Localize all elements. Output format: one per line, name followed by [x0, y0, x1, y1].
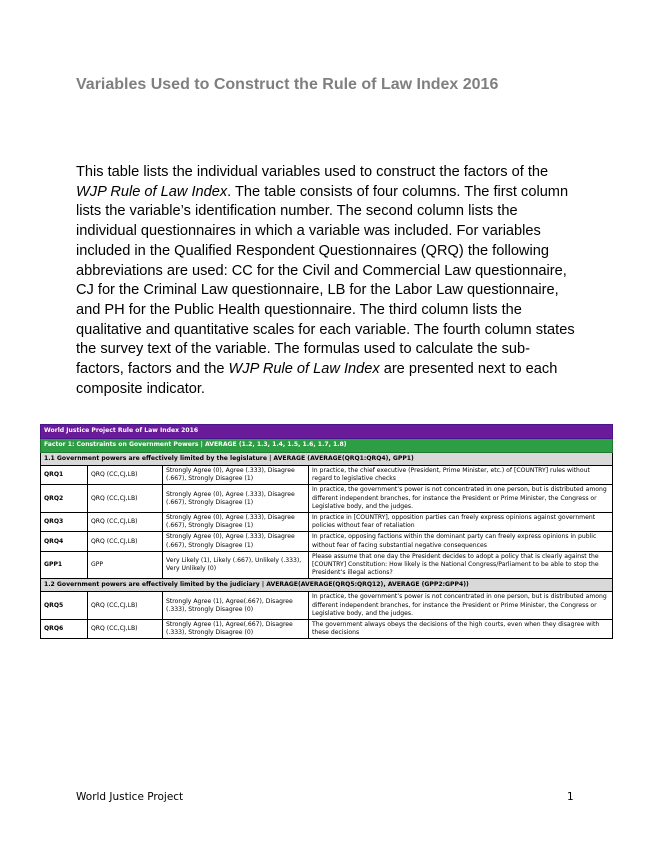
scale: Very Likely (1), Likely (.667), Unlikely (.333), Very Unlikely (0): [163, 551, 309, 579]
table-row: [41, 485, 613, 513]
scale: Strongly Agree (0), Agree (.333), Disagree (.667), Strongly Disagree (1): [163, 466, 309, 485]
table-header: World Justice Project Rule of Law Index 2016: [41, 425, 613, 439]
questionnaire: QRQ (CC,CJ,LB): [88, 620, 163, 639]
scale: Strongly Agree (0), Agree (.333), Disagree (.667), Strongly Disagree (1): [163, 532, 309, 551]
survey-text: In practice, the government’s power is not concentrated in one person, but is distributed among different independent branches, for instance the President or Prime Minister, the Congress or Legislative body, and the judges.: [309, 485, 613, 513]
questionnaire: QRQ (CC,CJ,LB): [88, 532, 163, 551]
scale: Strongly Agree (1), Agree(.667), Disagree (.333), Strongly Disagree (0): [163, 620, 309, 639]
variable-id: QRQ1: [41, 466, 88, 485]
table-row: [41, 620, 613, 639]
subfactor-1-2-heading: 1.2 Government powers are effectively limited by the judiciary | AVERAGE(AVERAGE(QRQ5:QRQ12), AVERAGE (GPP2:GPP4)): [41, 579, 613, 592]
scale: Strongly Agree (0), Agree (.333), Disagree (.667), Strongly Disagree (1): [163, 513, 309, 532]
survey-text: In practice in [COUNTRY], opposition parties can freely express opinions against government policies without fear of retaliation: [309, 513, 613, 532]
variables-table: [40, 424, 613, 639]
variable-id: QRQ2: [41, 485, 88, 513]
factor-row: [41, 439, 613, 453]
questionnaire: QRQ (CC,CJ,LB): [88, 513, 163, 532]
footer-organization: World Justice Project: [76, 791, 184, 803]
table-row: [41, 532, 613, 551]
page-number: 1: [567, 791, 574, 803]
table-row: [41, 592, 613, 620]
scale: Strongly Agree (1), Agree(.667), Disagree (.333), Strongly Disagree (0): [163, 592, 309, 620]
survey-text: Please assume that one day the President decides to adopt a policy that is clearly against the [COUNTRY] Constitution: How likely is the National Congress/Parliament to be able to stop the President’s illegal actions?: [309, 551, 613, 579]
subfactor-row: [41, 453, 613, 466]
intro-text-3: are presented next to each composite indicator.: [76, 361, 558, 397]
variable-id: QRQ6: [41, 620, 88, 639]
survey-text: In practice, the chief executive (President, Prime Minister, etc.) of [COUNTRY] rules without regard to legislative checks: [309, 466, 613, 485]
survey-text: In practice, opposing factions within the dominant party can freely express opinions in public without fear of facing substantial negative consequences: [309, 532, 613, 551]
subfactor-row: [41, 579, 613, 592]
factor-1-heading: Factor 1: Constraints on Government Powers | AVERAGE (1.2, 1.3, 1.4, 1.5, 1.6, 1.7, 1.8): [41, 439, 613, 453]
scale: Strongly Agree (0), Agree (.333), Disagree (.667), Strongly Disagree (1): [163, 485, 309, 513]
table-row: [41, 551, 613, 579]
questionnaire: QRQ (CC,CJ,LB): [88, 485, 163, 513]
survey-text: The government always obeys the decisions of the high courts, even when they disagree with these decisions: [309, 620, 613, 639]
intro-emphasis-1: WJP Rule of Law Index: [76, 183, 228, 200]
questionnaire: QRQ (CC,CJ,LB): [88, 592, 163, 620]
intro-emphasis-2: WJP Rule of Law Index: [228, 361, 380, 378]
variable-id: GPP1: [41, 551, 88, 579]
intro-text-2: . The table consists of four columns. The first column lists the variable’s identification number. The second column lists the individual questionnaires in which a variable was included. For variables included in the Qualified Respondent Questionnaires (QRQ) the following abbreviations are used: CC for the Civil and Commercial Law questionnaire, CJ for the Criminal Law questionnaire, LB for the Labor Law questionnaire, and PH for the Public Health questionnaire. The third column lists the qualitative and quantitative scales for each variable. The fourth column states the survey text of the variable. The formulas used to calculate the sub-factors, factors and the: [76, 183, 575, 378]
table-row: [41, 513, 613, 532]
page-title: Variables Used to Construct the Rule of Law Index 2016: [76, 76, 499, 93]
questionnaire: GPP: [88, 551, 163, 579]
variable-id: QRQ3: [41, 513, 88, 532]
variable-id: QRQ4: [41, 532, 88, 551]
intro-text-1: This table lists the individual variables used to construct the factors of the: [76, 164, 549, 180]
variable-id: QRQ5: [41, 592, 88, 620]
table-header-row: [41, 425, 613, 439]
table-row: [41, 466, 613, 485]
subfactor-1-1-heading: 1.1 Government powers are effectively limited by the legislature | AVERAGE (AVERAGE(QRQ1:QRQ4), GPP1): [41, 453, 613, 466]
survey-text: In practice, the government’s power is not concentrated in one person, but is distributed among different independent branches, for instance the President or Prime Minister, the Congress or Legislative body, and the judges.: [309, 592, 613, 620]
questionnaire: QRQ (CC,CJ,LB): [88, 466, 163, 485]
intro-paragraph: [76, 163, 576, 399]
